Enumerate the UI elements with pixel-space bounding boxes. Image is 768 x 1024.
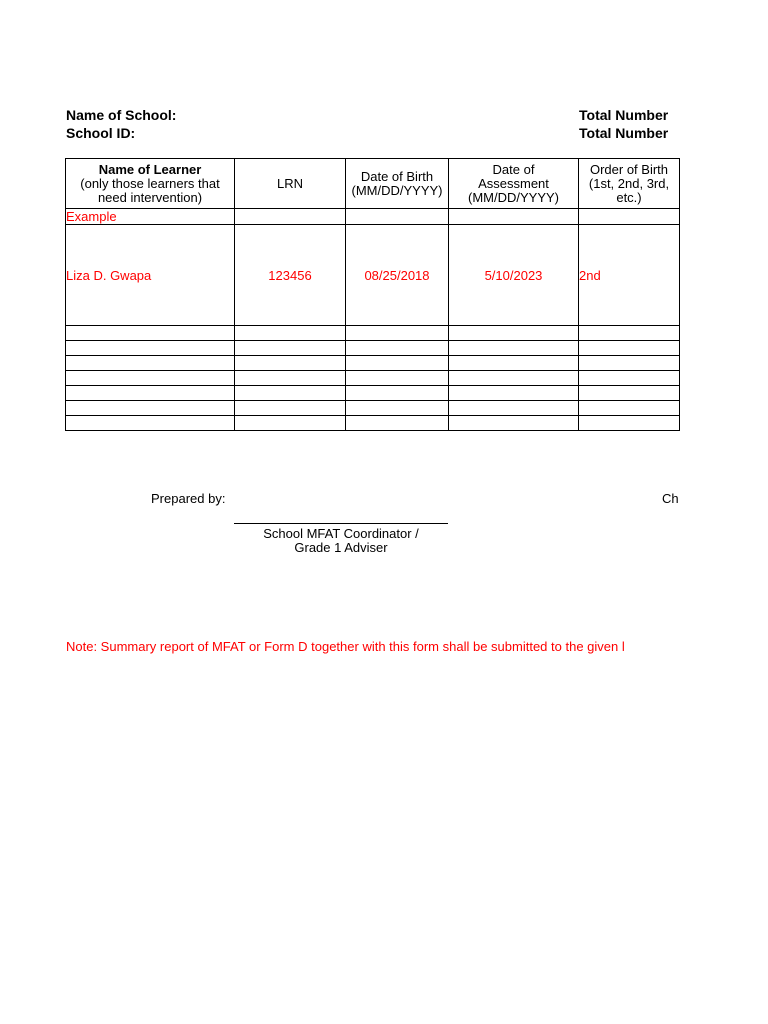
table-cell[interactable] [449,401,579,416]
table-cell[interactable] [579,326,680,341]
table-cell[interactable] [66,386,235,401]
name-of-school-label: Name of School: [66,107,177,123]
table-row [66,386,680,401]
sample-learner-lrn[interactable]: 123456 [235,225,346,326]
table-cell[interactable] [235,341,346,356]
table-row [66,371,680,386]
table-cell[interactable] [579,416,680,431]
table-cell[interactable] [346,326,449,341]
sample-learner-dob[interactable]: 08/25/2018 [346,225,449,326]
table-cell[interactable] [346,209,449,225]
table-cell[interactable] [346,401,449,416]
total-number-label-1: Total Number [579,107,669,123]
table-cell[interactable] [449,371,579,386]
table-cell[interactable] [66,341,235,356]
table-cell[interactable] [579,401,680,416]
submission-note: Note: Summary report of MFAT or Form D together with this form shall be submitted to the given l [66,639,625,654]
table-cell[interactable] [449,341,579,356]
example-row [66,209,680,225]
table-cell[interactable] [346,416,449,431]
table-row [66,416,680,431]
table-cell[interactable] [66,326,235,341]
column-header-lrn-text: LRN [276,175,303,191]
column-header-doa-line3: (MM/DD/YYYY) [468,189,559,205]
learner-table [65,158,680,431]
table-cell[interactable] [235,371,346,386]
column-header-dob-line1: Date of Birth [360,168,434,184]
table-cell[interactable] [449,209,579,225]
table-cell[interactable] [579,356,680,371]
table-cell[interactable] [235,356,346,371]
coordinator-title-line2: Grade 1 Adviser [294,540,388,555]
table-cell[interactable] [449,356,579,371]
table-cell[interactable] [579,209,680,225]
column-header-doa-line2: Assessment [478,175,549,191]
table-row [66,356,680,371]
coordinator-title-line1: School MFAT Coordinator / [263,526,419,541]
sample-learner-row [66,225,680,326]
table-row [66,341,680,356]
example-label: Example [66,209,235,225]
table-cell[interactable] [346,356,449,371]
table-cell[interactable] [235,326,346,341]
table-cell[interactable] [449,416,579,431]
table-row [66,401,680,416]
table-cell[interactable] [235,401,346,416]
total-number-label-2: Total Number [579,125,669,141]
column-header-lrn [235,159,346,209]
table-cell[interactable] [579,386,680,401]
sample-learner-order[interactable]: 2nd [579,225,680,326]
table-cell[interactable] [66,401,235,416]
table-cell[interactable] [235,209,346,225]
table-cell[interactable] [346,371,449,386]
table-cell[interactable] [66,356,235,371]
column-header-name-sub1: (only those learners that [80,175,220,191]
table-row [66,326,680,341]
table-cell[interactable] [66,371,235,386]
column-header-doa-line1: Date of [492,161,535,177]
sample-learner-doa[interactable]: 5/10/2023 [449,225,579,326]
column-header-dob-line2: (MM/DD/YYYY) [351,182,443,198]
coordinator-title [234,527,448,555]
column-header-order-line1: Order of Birth [589,161,669,177]
sample-learner-name[interactable]: Liza D. Gwapa [66,225,235,326]
column-header-doa [449,159,579,209]
column-header-name [66,159,235,209]
table-cell[interactable] [346,386,449,401]
table-cell[interactable] [66,416,235,431]
column-header-dob [346,159,449,209]
table-cell[interactable] [235,386,346,401]
table-header-row [66,159,680,209]
school-id-label: School ID: [66,125,136,141]
checked-by-label: Ch [662,491,679,506]
table-cell[interactable] [449,326,579,341]
column-header-order [579,159,680,209]
table-cell[interactable] [449,386,579,401]
table-cell[interactable] [579,371,680,386]
column-header-name-title: Name of Learner [98,161,202,177]
table-cell[interactable] [235,416,346,431]
column-header-order-line2: (1st, 2nd, 3rd, [588,175,670,191]
table-cell[interactable] [346,341,449,356]
column-header-order-line3: etc.) [616,189,642,205]
prepared-by-label: Prepared by: [151,491,226,506]
column-header-name-sub2: need intervention) [97,189,203,205]
signature-line [234,523,448,524]
table-cell[interactable] [579,341,680,356]
